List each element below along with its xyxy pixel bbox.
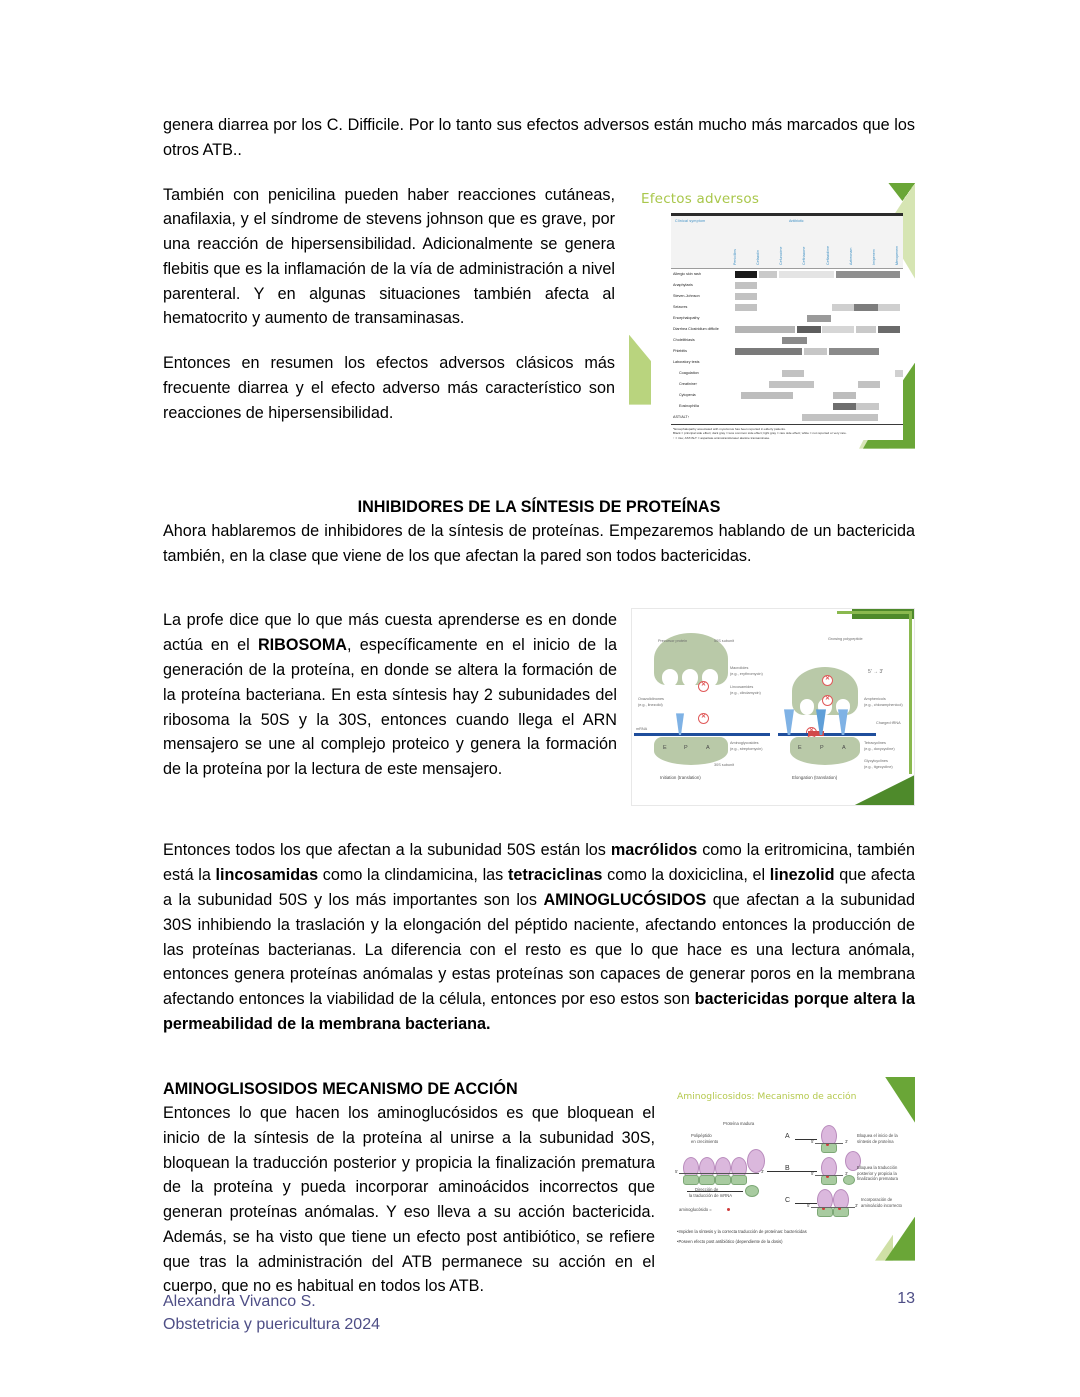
table-col-header-6: Imipenem — [871, 248, 876, 265]
table-footnotes — [671, 425, 903, 441]
severity-bar — [829, 348, 879, 355]
heading-aminoglisosidos: AMINOGLISOSIDOS MECANISMO DE ACCIÓN — [163, 1079, 518, 1098]
page-footer — [163, 1290, 915, 1336]
table-row-bars — [741, 403, 903, 410]
severity-bar — [856, 326, 876, 333]
severity-bar — [782, 337, 807, 344]
inhibition-marker-4-icon: ✕ — [822, 695, 833, 706]
table-row — [671, 357, 903, 368]
severity-bar — [832, 304, 854, 311]
table-col-header-4: Ceftazidime — [825, 245, 830, 265]
p7-part6: que afectan a la subunidad 30S inhibiendo la traslación y la elongación del péptido naciente, afectando entonces la producción de las proteínas bacterianas. La diferencia con el resto es que lo que hace es una lectura anómala, entonces genera proteínas anómalas y estas proteínas son capaces de generar poros en la membrana afectando entonces la viabilidad de la célula, entonces por eso estos son — [163, 890, 915, 1009]
table-footnote-1: Black = principal side effect; dark gray = less common side effect; light gray = rare side effect; white = not reported or very rare. — [673, 431, 847, 436]
paragraph-subunidad-50s — [163, 838, 915, 1036]
trna-right-3-icon — [838, 709, 848, 735]
branch-b-sub-icon — [821, 1175, 837, 1185]
footer-author-block — [163, 1290, 380, 1336]
severity-bar — [802, 414, 878, 421]
table-row-bars — [735, 315, 903, 322]
p7-part3: como la clindamicina, las — [318, 866, 508, 885]
table-row — [671, 313, 903, 324]
p7-part2: como la eritromicina, también está la — [163, 841, 915, 885]
label-mrna-left: mRNA — [636, 727, 648, 732]
label-site-e-left: E — [663, 745, 667, 752]
ribosome-sub-3-icon — [715, 1175, 731, 1185]
caption-initiation: Initiation (translation) — [660, 775, 701, 781]
table-row-bars — [735, 359, 903, 366]
slide-aminoglicosidos — [669, 1077, 915, 1261]
severity-bar — [878, 326, 900, 333]
table-row-bars — [741, 381, 903, 388]
slide3-bullet-1: •Impiden la síntesis y la correcta traducción de proteínas: bactericidas — [677, 1228, 807, 1234]
table-row-bars — [735, 304, 903, 311]
severity-bar — [833, 392, 856, 399]
branch-a-sub-icon — [821, 1143, 837, 1153]
label-polipeptido-2: en crecimiento — [691, 1138, 719, 1144]
table-header-row — [671, 216, 903, 269]
term-macrolidos: macrólidos — [610, 841, 698, 860]
severity-bar — [858, 381, 881, 388]
table-row-label: Laboratory tests — [673, 360, 700, 365]
table-row-label: Allergic skin rash — [673, 272, 701, 277]
figure-ribosoma — [631, 608, 915, 806]
table-footnote-2: ↑ = rise; AST/ALT = aspartate aminotransferase/ alanine transaminase. — [673, 435, 771, 440]
label-50s-subunit-top: 50S subunit — [714, 639, 735, 644]
table-row-label: AST/ALT↑ — [673, 415, 690, 420]
severity-bar — [735, 282, 757, 289]
table-row — [671, 412, 903, 423]
label-direction-right: 5' → 3' — [868, 669, 884, 676]
table-row-bars — [735, 271, 903, 278]
label-macrolides-example: (e.g., erythromycin) — [730, 672, 763, 677]
label-site-e-right: E — [798, 745, 802, 752]
severity-bar — [782, 370, 805, 377]
table-row-bars — [741, 392, 903, 399]
slide3-corner-bottom-icon — [885, 1217, 915, 1261]
severity-bar — [769, 381, 814, 388]
slide3-corner-top-icon — [885, 1077, 915, 1123]
table-row-bars — [735, 326, 903, 333]
p7-part5: que afecta a la subunidad 50S y los más importantes son los — [163, 866, 915, 909]
table-row-label: Diarrhea Clostridium difficile — [673, 327, 719, 332]
slide1-title: Efectos adversos — [641, 190, 760, 207]
table-row — [671, 390, 903, 401]
severity-bar — [779, 271, 834, 278]
table-row-bars — [735, 414, 903, 421]
paragraph-ribosoma-part1: La profe dice que lo que más cuesta aprenderse es en donde actúa en el — [163, 611, 617, 655]
trna-left-icon — [676, 713, 684, 735]
severity-bar — [741, 392, 793, 399]
label-30s-subunit-left: 30S subunit — [714, 763, 735, 768]
branch-b-5prime: 5' — [811, 1170, 815, 1176]
table-row-label: Encephalopathy — [673, 316, 700, 321]
branch-c-sub-1-icon — [817, 1207, 833, 1217]
table-row — [671, 324, 903, 335]
severity-bar — [735, 326, 795, 333]
branch-arrow-c-icon — [795, 1203, 817, 1204]
figure-efectos-adversos — [629, 183, 915, 449]
label-glycylcyclines: Glycylcyclines — [864, 759, 888, 764]
term-bactericidas-permeabilidad: bactericidas porque altera la permeabilidad de la membrana bacteriana. — [163, 990, 915, 1033]
label-macrolides: Macrolides — [730, 666, 749, 671]
term-lincosamidas: lincosamidas — [215, 866, 319, 885]
severity-bar — [854, 304, 878, 311]
ribosome-diagram — [632, 609, 914, 805]
slide1-corner-bottomleft-icon — [629, 335, 651, 405]
label-precursor-protein: Precursor protein — [658, 639, 688, 644]
table-row-bars — [735, 293, 903, 300]
severity-bar — [735, 304, 757, 311]
table-row-label: Creatinine↑ — [679, 382, 698, 387]
heading-inhibidores: INHIBIDORES DE LA SÍNTESIS DE PROTEÍNAS — [357, 497, 721, 516]
branch-c-3prime: 3' — [855, 1202, 859, 1208]
mrna-left-strand-icon — [679, 1173, 759, 1175]
table-row-label: Cytopenia — [679, 393, 696, 398]
label-amphenicols-example: (e.g., chloramphenicol) — [864, 703, 903, 708]
table-row-bars — [741, 370, 903, 377]
severity-bar — [804, 348, 828, 355]
branch-a-effect: Bloquea el inicio de la síntesis de proteína — [857, 1132, 898, 1144]
branch-a-5prime: 5' — [811, 1138, 815, 1144]
caption-elongation: Elongation (translation) — [792, 775, 838, 781]
table-footnote-0: *Encephalopathy associated with myoclonus has been reported in elderly patients. — [673, 426, 786, 431]
ribosome-sub-1-icon — [683, 1175, 699, 1185]
label-site-p-right: P — [820, 745, 824, 752]
table-row — [671, 346, 903, 357]
label-glycylcyclines-example: (e.g., tigecycline) — [864, 765, 893, 770]
branch-b-3prime: 3' — [845, 1170, 849, 1176]
table-row-label: Phlebitis — [673, 349, 687, 354]
table-row-label: Coagulation — [679, 371, 699, 376]
table-col-header-3: Ceftriaxone — [802, 246, 807, 265]
ribosome-sub-4-icon — [731, 1175, 747, 1185]
table-column-headers — [733, 225, 903, 265]
trna-right-1-icon — [784, 709, 794, 735]
label-aminoglycosides: Aminoglycosides — [730, 741, 759, 746]
label-lincosamides-example: (e.g., clindamycin) — [730, 691, 761, 696]
slide-efectos-adversos — [629, 183, 915, 449]
severity-bar — [807, 315, 831, 322]
paragraph-ribosoma-part2: , específicamente en el inicio de la generación de la proteína, en donde se altera la formación de la proteína bacteriana. En esta síntesis hay 2 subunidades del ribosoma la 50S y la 30S, entonces cuando llega el ARN mensajero se une al complejo proteico y genera la formación de la proteína por la lectura de este mensajero. — [163, 636, 617, 779]
p7-part1: Entonces todos los que afectan a la subunidad 50S están los — [163, 841, 611, 860]
branch-a-3prime: 3' — [845, 1138, 849, 1144]
inhibition-marker-1-icon: ✕ — [698, 681, 709, 692]
branch-label-c: C — [785, 1196, 791, 1204]
table-row-label: Eosinophilia — [679, 404, 699, 409]
severity-bar — [735, 293, 757, 300]
label-oxazolidinones-example: (e.g., linezolid) — [638, 703, 663, 708]
label-site-p-left: P — [684, 745, 688, 752]
branch-b-effect: Bloquea la traducción posterior y propicia la finalización prematura — [857, 1164, 898, 1182]
table-row — [671, 379, 903, 390]
header-antibiotic: Antibiotic — [789, 218, 804, 223]
table-row — [671, 302, 903, 313]
page-content — [163, 113, 915, 1299]
table-col-header-7: Meropenem — [894, 245, 899, 265]
adverse-effects-table — [671, 213, 903, 441]
severity-bar — [836, 271, 900, 278]
term-linezolid: linezolid — [769, 866, 835, 885]
severity-bar — [759, 271, 777, 278]
severity-bar — [735, 271, 757, 278]
severity-bar — [822, 326, 854, 333]
branch-a-mrna-icon — [815, 1143, 843, 1144]
slide3-bullet-2: •Poseen efecto post antibiótico (dependiente de la dosis) — [677, 1238, 783, 1244]
table-row-bars — [735, 337, 903, 344]
label-polipeptido: Polipéptido — [691, 1132, 712, 1138]
label-direccion-1: Dirección de — [695, 1186, 719, 1192]
table-row-label: Steven-Johnson — [673, 294, 700, 299]
severity-bar — [856, 403, 879, 410]
mrna-strand-left-icon — [634, 733, 770, 736]
term-aminoglucosidos: AMINOGLUCÓSIDOS — [543, 890, 707, 909]
label-tetracyclines-example: (e.g., doxycycline) — [864, 747, 895, 752]
table-row — [671, 368, 903, 379]
label-aminoglycosides-example: (e.g., streptomycin) — [730, 747, 763, 752]
paragraph-penicilina: También con penicilina pueden haber reacciones cutáneas, anafilaxia, y el síndrome de stevens johnson que es grave, por una reacción de hipersensibilidad. Adicionalmente se genera flebitis que es la inflamación de la vía de administración a nivel parenteral. Y en algunas situaciones también afecta al hematocrito y aumento de transaminasas. — [163, 185, 615, 328]
direction-arrow-icon — [687, 1191, 743, 1192]
mrna-strand-right-icon — [778, 733, 876, 736]
label-site-a-right: A — [842, 745, 846, 752]
inhibition-marker-3-icon: ✕ — [822, 675, 833, 686]
label-legend-aminoglucosido: aminoglucósido = — [679, 1206, 712, 1212]
label-3prime-left: 3' — [761, 1168, 765, 1174]
label-tetracyclines: Tetracyclines — [864, 741, 886, 746]
ribosome-free-sub-icon — [745, 1185, 759, 1197]
figure-aminoglicosidos — [669, 1077, 915, 1261]
label-oxazolidinones: Oxazolidinones — [638, 697, 664, 702]
label-amphenicols: Amphenicols — [864, 697, 886, 702]
branch-label-b: B — [785, 1164, 790, 1172]
label-growing-polypeptide: Growing polypeptide — [828, 637, 863, 642]
footer-author: Alexandra Vivanco S. — [163, 1293, 316, 1310]
p7-part4: como la doxiciclina, el — [602, 866, 770, 885]
label-site-a-left: A — [706, 745, 710, 752]
slide3-title: Aminoglicosidos: Mecanismo de acción — [677, 1090, 857, 1102]
legend-dot-icon — [727, 1208, 730, 1211]
table-row-label: Cholelithiasis — [673, 338, 695, 343]
paragraph-diarrea: genera diarrea por los C. Difficile. Por lo tanto sus efectos adversos están mucho más marcados que los otros ATB.. — [163, 116, 915, 159]
severity-bar — [878, 304, 900, 311]
footer-course: Obstetricia y puericultura 2024 — [163, 1316, 380, 1334]
slide-ribosoma — [631, 608, 915, 806]
table-row-bars — [735, 348, 903, 355]
branch-c-mrna-icon — [811, 1207, 855, 1208]
term-ribosoma: RIBOSOMA — [257, 636, 347, 655]
paragraph-resumen: Entonces en resumen los efectos adversos clásicos más frecuente diarrea y el efecto adverso más característico son reacciones de hipersensibilidad. — [163, 354, 615, 422]
table-row — [671, 269, 903, 280]
label-proteina-madura: Proteína madura — [723, 1120, 755, 1126]
table-body — [671, 269, 903, 423]
paragraph-aminoglucosidos: Entonces lo que hacen los aminoglucósidos es que bloquean el inicio de la síntesis de la proteína al unirse a la subunidad 30S, bloquean la traducción posterior y propicia la finalización prematura de la proteína y pueda incorporar aminoácidos incorrectos que generan proteínas anómalas. Y eso lleva a su acción bactericida. Además, se ha visto que tiene un efecto post antibiótico, se refiere que tras la administración del ATB permanece su acción en el cuerpo, que no es habitual en todos los ATB. — [163, 1103, 655, 1296]
inhibition-marker-2-icon: ✕ — [698, 713, 709, 724]
paragraph-inhibidores-intro: Ahora hablaremos de inhibidores de la síntesis de proteínas. Empezaremos hablando de un bactericida también, en la clase que viene de los que afectan la pared son todos bactericidas. — [163, 521, 915, 565]
branch-b-mrna-icon — [815, 1175, 843, 1176]
table-row — [671, 335, 903, 346]
branch-c-sub-2-icon — [833, 1207, 849, 1217]
table-row-label: Seizures — [673, 305, 688, 310]
table-col-header-5: Aztreonam — [848, 247, 853, 265]
page-number: 13 — [897, 1290, 915, 1307]
term-tetraciclinas: tetraciclinas — [507, 866, 603, 885]
severity-bar — [797, 326, 821, 333]
table-row — [671, 291, 903, 302]
table-row — [671, 280, 903, 291]
severity-bar — [833, 403, 856, 410]
label-5prime-left: 5' — [675, 1168, 679, 1174]
ribosome-sub-2-icon — [699, 1175, 715, 1185]
table-row-label: Anaphylaxis — [673, 283, 693, 288]
branch-c-5prime: 5' — [807, 1202, 811, 1208]
table-col-header-1: Cefazolin — [756, 249, 761, 265]
table-col-header-0: Penicillins — [733, 248, 737, 265]
branch-label-a: A — [785, 1132, 790, 1140]
table-row — [671, 401, 903, 412]
label-lincosamides: Lincosamides — [730, 685, 754, 690]
severity-bar — [735, 348, 802, 355]
label-charged-trna: Charged tRNA — [876, 721, 901, 726]
branch-c-effect: Incorporación de aminoácido incorrecto — [861, 1196, 902, 1208]
severity-bar — [895, 370, 903, 377]
table-row-bars — [735, 282, 903, 289]
label-direccion-2: la traducción de mRNA — [689, 1192, 733, 1198]
header-clinical-symptom: Clinical symptom — [675, 218, 706, 223]
table-col-header-2: Cefuroxime — [779, 246, 784, 265]
